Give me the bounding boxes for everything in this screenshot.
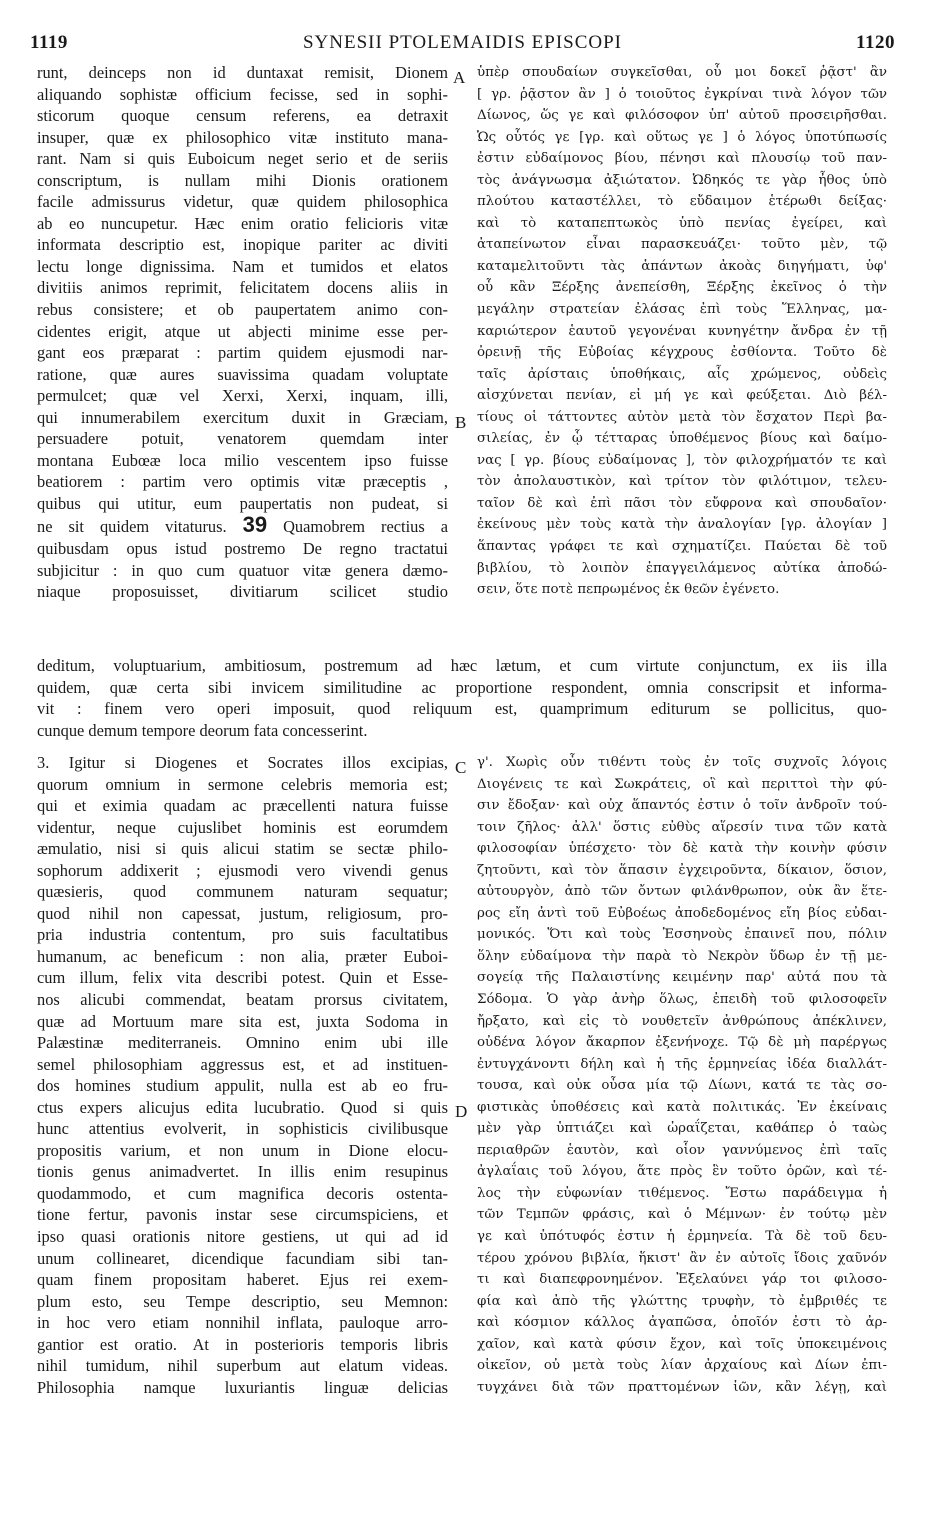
text-line: οἰκεῖον, οὐ μετὰ τοὺς λίαν ἀρχαίους καὶ Δίων ἐπι-	[477, 1358, 887, 1374]
text-fragment: ne sit quidem vitaturus.	[37, 517, 243, 537]
text-line: γε καὶ ὑπότυφός ἐστιν ἡ ἑρμηνεία. Τὰ δὲ τοῦ δευ-	[477, 1229, 887, 1245]
text-line: βιβλίου, τὸ λοιπὸν ἐπαγγειλάμενος αὐτίκα ἀποδώ-	[477, 560, 887, 576]
text-line: Δίωνος, ὥς γε καὶ φιλόσοφον ὑπ' αὐτοῦ προσειρῆσθαι.	[477, 108, 887, 124]
text-line: gantior est oratio. At in posterioris temporis libris	[37, 1334, 448, 1354]
text-line: cum illum, felix vita describi potest. Quin et Esse-	[37, 968, 448, 988]
text-line: φιστικὰς ὑποθέσεις καὶ κατὰ πολιτικάς. Ἐν ἐκείναις	[477, 1099, 887, 1115]
text-line: deditum, voluptuarium, ambitiosum, postremum ad hæc lætum, et cum virtute conjunctum, ex iis illa	[37, 656, 887, 675]
text-line: hunc attentius evolverit, in sophisticis civilibusque	[37, 1119, 448, 1139]
text-line: ipso quasi orationis nitore gestiens, ut qui ad id	[37, 1227, 448, 1247]
text-line: πλούτου καταστέλλει, τὸ εὔδαιμον ἑτέρωθι δείξας·	[477, 194, 887, 210]
text-line: in hoc vero etiam nonnihil inflata, pauloque arro-	[37, 1313, 448, 1333]
text-line: Ὡς οὗτός γε [γρ. καὶ οὕτως γε ] ὁ λόγος ὑποτύπωσίς	[477, 129, 887, 145]
text-line: ab eo nuncupetur. Hæc enim oratio felicioris vitæ	[37, 213, 448, 233]
text-line: ταῖον δὲ καὶ ἐπὶ πᾶσι τὸν εὔφρονα καὶ σπουδαῖον·	[477, 495, 887, 511]
section-number: 39	[242, 514, 268, 538]
margin-marker-b: B	[455, 413, 467, 432]
text-line: φία καὶ ἀπὸ τῆς γλώττης τρυφὴν, τὸ ἐμβριθές τε	[477, 1293, 887, 1309]
text-line: οὐδένα λόγον ἄκαρπον ἐξενήνοχε. Τῷ δὲ μὴ παρέργως	[477, 1035, 887, 1051]
latin-full-width	[37, 655, 887, 741]
text-line: 3. Igitur si Diogenes et Socrates illos excipias,	[37, 753, 448, 772]
text-line: nihil tumidum, nihil superbum aut elatum videas.	[37, 1356, 448, 1376]
text-line: quibusdam opus istud postremo De regno tractatui	[37, 539, 448, 559]
page-number-right: 1120	[856, 32, 895, 53]
text-line: nos alicubi commendat, beatam prorsus civitatem,	[37, 990, 448, 1010]
text-line: ζητοῦντι, καὶ τὸν ἅπασιν ἐγχειροῦντα, δίκαιον, ὅσιον,	[477, 862, 887, 878]
text-line: videntur, neque cujuslibet hominis est eorumdem	[37, 817, 448, 837]
text-line: informata descriptio est, inopique pariter ac diviti	[37, 235, 448, 255]
text-line: conscriptum, is nullam mihi Dionis orationem	[37, 170, 448, 190]
text-line: tione fertur, pavonis instar sese circumspiciens, et	[37, 1205, 448, 1225]
text-line: γ'. Χωρὶς οὖν τιθέντι τοὺς ἐν τοῖς συχνοῖς λόγοις	[477, 755, 887, 770]
margin-marker-c: C	[455, 758, 467, 777]
text-line: ratione, quæ aures suavissima quadam voluptate	[37, 364, 448, 384]
text-line: rebus consistere; et ob paupertatem animo con-	[37, 300, 448, 320]
text-line: μεγάλην στρατείαν ἐλάσας ἐπὶ τοὺς Ἕλληνας, μα-	[477, 302, 887, 318]
text-line: τοιν ζῆλος· ἀλλ' ὅστις εὐθὺς αἵρεσίν τινα τῶν κατὰ	[477, 819, 887, 835]
margin-marker-a: A	[453, 68, 466, 87]
text-line: ὀρεινῇ τῆς Εὐβοίας κέγχρους ἐσθίοντα. Τοῦτο δὲ	[477, 345, 887, 361]
text-line: subjicitur : in quo cum quatuor vitæ genera dæmo-	[37, 560, 448, 580]
text-line: τὸς ἀνάγνωσμα ἀξιώτατον. Ὠδηκός τε γὰρ ἦθος ὑπὸ	[477, 172, 887, 188]
text-fragment: Quamobrem rectius a	[267, 517, 448, 537]
text-line: dos homines studium appulit, nulla est ab eo fru-	[37, 1076, 448, 1096]
text-line: ἀγλαΐαις τοῦ λόγου, ἅτε πρὸς ἓν τοῦτο ὁρῶν, καὶ τέ-	[477, 1164, 887, 1180]
text-line: ὅλην εὐδαίμονα τὴν παρὰ τὸ Νεκρὸν ὕδωρ ἐν τῇ με-	[477, 948, 887, 964]
text-line: μονικός. Ὅτι καὶ τοὺς Ἐσσηνοὺς ἐπαινεῖ που, πόλιν	[477, 927, 887, 943]
text-line: montana Eubœæ loca milio vescentem ipso fuisse	[37, 450, 448, 470]
text-line: καταμελιτοῦντι τὰς ἁπάντων ἀκοὰς διηγήματι, ὑφ'	[477, 258, 887, 274]
text-line: beatiorem : partim vero optimis vitæ præceptis ,	[37, 472, 448, 492]
text-line: καὶ τὸ καταπεπτωκὸς ὑπὸ πενίας ἐγείρει, καὶ	[477, 215, 887, 231]
text-line: Σόδομα. Ὁ γὰρ ἀνὴρ ὅλως, ἐπειδὴ τοῦ φιλοσοφεῖν	[477, 992, 887, 1008]
text-line: ἤρξατο, καὶ εἰς τὸ νουθετεῖν ἀνθρώπους ἀπέκλινεν,	[477, 1013, 887, 1029]
text-line-with-section	[37, 514, 448, 538]
text-line: insuper, quæ ex philosophico vitæ instituto mana-	[37, 127, 448, 147]
text-line: τῶν Τεμπῶν φράσις, καὶ ὁ Μέμνων· ἐν τούτῳ μὲν	[477, 1207, 887, 1223]
text-line: τὸν ἀπολαυστικὸν, καὶ τρίτον τὸν φιλότιμον, τελευ-	[477, 474, 887, 490]
greek-column-top	[477, 62, 887, 601]
text-line: καριώτερον ἑαυτοῦ γεγονέναι κυνηγέτην ἄνδρα ἐν τῇ	[477, 323, 887, 339]
text-line: quod nihil non capessat, justum, religiosum, pro-	[37, 903, 448, 923]
text-line: [ γρ. ῥᾷστον ἂν ] ὁ τοιοῦτος ἐγκρίναι τινὰ λόγον τῶν	[477, 86, 887, 102]
margin-marker-d: D	[455, 1102, 468, 1121]
text-line: runt, deinceps non id duntaxat remisit, Dionem	[37, 63, 448, 82]
text-line: qui et eximia quadam ac præcellenti natura fuisse	[37, 796, 448, 816]
text-line: ἅπαντας γράφει τε καὶ σχηματίζει. Παύεται δὲ τοῦ	[477, 539, 887, 555]
text-line: Philosophia namque luxuriantis linguæ delicias	[37, 1377, 448, 1397]
text-line: περιαθρῶν ἑαυτὸν, καὶ οἷον γαννύμενος ἐπὶ ταῖς	[477, 1142, 887, 1158]
text-line: lectu longe dignissima. Nam et tumidos et elatos	[37, 256, 448, 276]
text-line: τέρου χρόνου βιβλία, ἥκιστ' ἂν ἐν αὐτοῖς ἴδοις χαῦνόν	[477, 1250, 887, 1266]
text-line: sophorum addixerit ; ejusmodi vero vivendi genus	[37, 860, 448, 880]
text-line: facile admissurus videtur, quæ quidem philosophica	[37, 192, 448, 212]
text-line: καὶ κόσμιον κάλλος ἀγαπῶσα, ὁποῖόν ἐστι τὸ ἀρ-	[477, 1315, 887, 1331]
text-line: qui innumerabilem exercitum duxit in Græciam,	[37, 407, 448, 427]
text-line: aliquando sophistæ officium fecisse, sed in sophi-	[37, 84, 448, 104]
text-line: semel philosophiam aggressus est, et ad instituen-	[37, 1054, 448, 1074]
text-line: permulcet; quæ vel Xerxi, Xerxi, inquam, illi,	[37, 386, 448, 406]
text-line: τυγχάνει διὰ τῶν πραττομένων ἰῶν, κἂν λέγῃ, καὶ	[477, 1379, 887, 1395]
text-line: æmulatio, nisi si quis alicui statim se sectæ philo-	[37, 839, 448, 859]
text-line: τίους οἱ τάττοντες αὐτὸν μετὰ τὸν ἔσχατον Περὶ βα-	[477, 409, 887, 425]
latin-column-bottom	[37, 752, 448, 1398]
text-line: ctus expers alicujus edita lucubratio. Quod si quis	[37, 1097, 448, 1117]
text-line: gant eos præparat : partim quidem ejusmodi nar-	[37, 343, 448, 363]
text-line: ἐντυγχάνοντι δήλη καὶ ἡ τῆς ἑρμηνείας ἰδέα διαλλάτ-	[477, 1056, 887, 1072]
text-line: ἀταπείνωτον εἶναι παρασκευάζει· τοῦτο μὲν, τῷ	[477, 237, 887, 253]
running-header	[30, 32, 895, 58]
text-line: σειν, ὅτε ποτὲ πεπρωμένος ἐκ θεῶν ἐγένετο.	[477, 582, 780, 598]
text-line: Διογένεις τε καὶ Σωκράτεις, οἳ καὶ περιττοὶ τὴν φύ-	[477, 776, 887, 792]
text-line: niaque proposuisset, divitiarum scilicet studio	[37, 582, 448, 602]
text-line: ρος εἴη ἀντὶ τοῦ Εὐβοέως ἀποδεδομένος εἴη βίος εὐδαι-	[477, 905, 887, 921]
text-line: divitiis animos reprimit, felicitatem docens aliis in	[37, 278, 448, 298]
text-line: quæsieris, quod communem naturam sequatur;	[37, 882, 448, 902]
text-line: αὐτουργὸν, ἀπὸ τῶν ὄντων φιλάνθρωπον, οὐκ ἂν ἕτε-	[477, 884, 887, 900]
page-number-left: 1119	[30, 32, 68, 53]
text-line: νας [ γρ. βίους εὐδαίμονας ], τὸν φιλοχρήματόν τε καὶ	[477, 452, 887, 468]
text-line: αἰσχύνεται πενίαν, εἰ μή γε καὶ φεύξεται. Διὸ βέλ-	[477, 388, 887, 404]
text-line: ἐκείνους μὲν τοὺς κατὰ τὴν ἀναλογίαν [γρ. ἀλογίαν ]	[477, 517, 887, 533]
text-line: quodammodo, et cum magnifica decoris ostenta-	[37, 1183, 448, 1203]
text-line: χαῖον, καὶ κατὰ φύσιν ἔχον, καὶ τοῖς ὑποκειμένοις	[477, 1336, 887, 1352]
text-line: unum collinearet, dicendique facundiam sibi tan-	[37, 1248, 448, 1268]
text-line: vit : finem vero operi imposuit, quod reliquum est, quamprimum editurum se pollicitus, quo-	[37, 699, 887, 719]
latin-column-top	[37, 62, 448, 603]
text-line: φιλοσοφίαν ὑπέσχετο· τὸν δὲ κατὰ τὴν κοινὴν φύσιν	[477, 841, 887, 857]
text-line: σιν ἔδοξαν· καὶ οὐχ ἅπαντός ἐστιν ὁ τοῖν ἀνδροῖν τού-	[477, 798, 887, 814]
text-line: humanum, ac beneficum : non alia, præter Euboi-	[37, 946, 448, 966]
text-line: quibus qui utitur, eum paupertatis non pudeat, si	[37, 493, 448, 513]
text-line: τι καὶ διαπεφρονημένον. Ἐξελαύνει γάρ τοι φιλοσο-	[477, 1272, 887, 1288]
text-line: οὗ κἂν Ξέρξης ἀνεπείσθη, Ξέρξης ἐκεῖνος ὁ τὴν	[477, 280, 887, 296]
text-line: plum esto, seu Tempe descriptio, seu Memnon:	[37, 1291, 448, 1311]
text-line: quam finem propositam haberet. Ejus rei exem-	[37, 1270, 448, 1290]
text-line: τουσα, καὶ οὐκ οὖσα μία τῷ Δίωνι, κατά τε τὰς σο-	[477, 1078, 887, 1094]
text-line: σιλείας, ἐν ᾧ τέτταρας ὑποθέμενος βίους καὶ δαίμο-	[477, 431, 887, 447]
text-line: σογείᾳ τῆς Παλαιστίνης κειμένην παρ' αὐτά που τὰ	[477, 970, 887, 986]
text-line: persuadere potuit, venatorem quemdam inter	[37, 429, 448, 449]
text-line: quorum omnium in sermone celebris memoria est;	[37, 774, 448, 794]
text-line: μὲν γὰρ ὑπτιάζει καὶ ὡραΐζεται, καθάπερ ὁ ταὼς	[477, 1121, 887, 1137]
text-line: ταῖς ἀρίσταις ὑποθήκαις, αἷς χρώμενος, οὐδεὶς	[477, 366, 887, 382]
text-line: λος τὴν εὐφωνίαν τιθέμενος. Ἔστω παράδειγμα ἡ	[477, 1185, 887, 1201]
text-line: Palæstinæ mediterraneis. Omnino enim ubi ille	[37, 1033, 448, 1053]
text-line: sticorum quoque censum referens, ea detraxit	[37, 106, 448, 126]
text-line: cunque demum tempore deorum fata concesserint.	[37, 720, 368, 740]
text-line: ὑπὲρ σπουδαίων συγκεῖσθαι, οὗ μοι δοκεῖ ῥᾷστ' ἂν	[477, 65, 887, 80]
text-line: pria industria contentum, pro suis facultatibus	[37, 925, 448, 945]
greek-column-bottom	[477, 752, 887, 1398]
text-line: quæ ad Mortuum mare sita est, juxta Sodoma in	[37, 1011, 448, 1031]
text-line: propositis varium, et non unum in Dione elocu-	[37, 1140, 448, 1160]
text-line: ἐστιν εὐδαίμονος βίου, πένησι καὶ πλουσίῳ τοῦ παν-	[477, 151, 887, 167]
text-line: tionis genus animadvertet. In illis enim resupinus	[37, 1162, 448, 1182]
running-title: SYNESII PTOLEMAIDIS EPISCOPI	[302, 32, 622, 53]
text-line: quidem, quæ certa sibi invicem similitudine ac proportione respondent, omnia conscripsit et informa-	[37, 677, 887, 697]
text-line: cidentes erigit, atque ut abjecti minime esse per-	[37, 321, 448, 341]
text-line: rant. Nam si quis Euboicum neget serio et de seriis	[37, 149, 448, 169]
